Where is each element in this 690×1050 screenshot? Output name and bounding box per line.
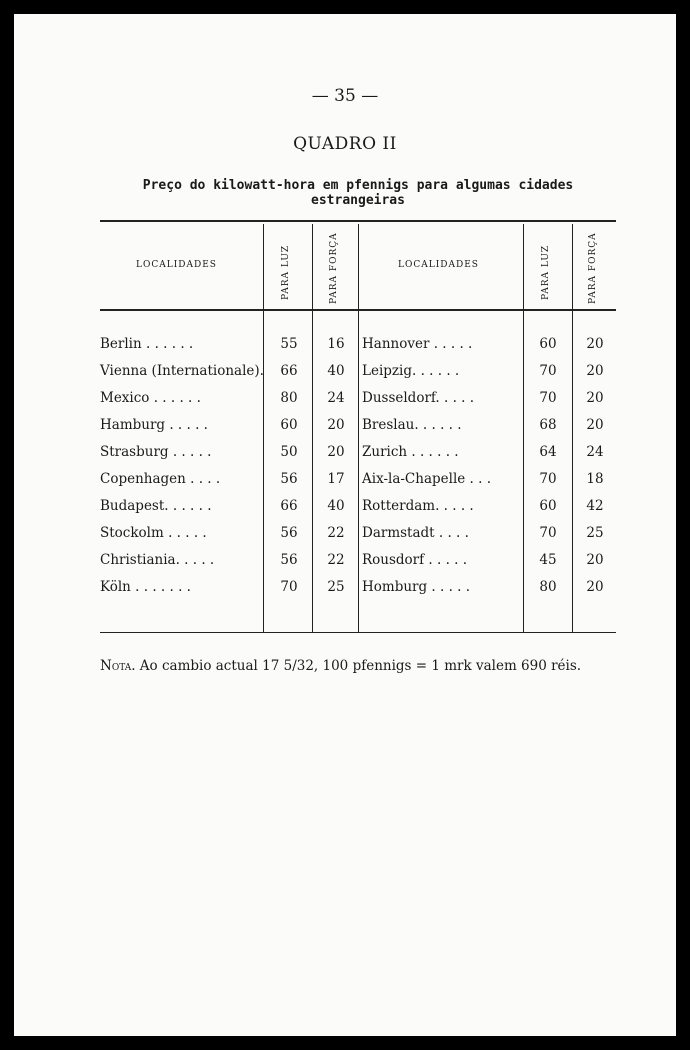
city-right: Aix-la-Chapelle . . . [362, 471, 492, 487]
luz-left: 66 [280, 363, 298, 379]
page-number: — 35 — [311, 86, 379, 106]
forca-left: 17 [327, 471, 345, 487]
forca-right: 25 [586, 525, 604, 541]
luz-left: 56 [280, 552, 298, 568]
table-row [100, 579, 616, 605]
header-para-forca-left: PARA FORÇA [329, 232, 339, 304]
table-top-rule [100, 220, 616, 222]
header-para-luz-right: PARA LUZ [541, 244, 551, 300]
city-right: Darmstadt . . . . [362, 525, 469, 541]
luz-right: 80 [539, 579, 557, 595]
city-left: Berlin . . . . . . [100, 336, 194, 352]
city-left: Stockolm . . . . . [100, 525, 207, 541]
header-localidades-right: LOCALIDADES [398, 260, 479, 270]
luz-left: 50 [280, 444, 298, 460]
city-left: Strasburg . . . . . [100, 444, 212, 460]
table-row [100, 525, 616, 551]
forca-left: 40 [327, 363, 345, 379]
city-right: Hannover . . . . . [362, 336, 473, 352]
forca-right: 20 [586, 363, 604, 379]
city-right: Rotterdam. . . . . [362, 498, 474, 514]
city-right: Zurich . . . . . . [362, 444, 459, 460]
luz-left: 60 [280, 417, 298, 433]
forca-left: 20 [327, 444, 345, 460]
table-row [100, 444, 616, 470]
luz-left: 55 [280, 336, 298, 352]
table-row [100, 417, 616, 443]
city-right: Leipzig. . . . . . [362, 363, 460, 379]
city-right: Homburg . . . . . [362, 579, 471, 595]
luz-right: 70 [539, 390, 557, 406]
table-row [100, 498, 616, 524]
luz-left: 80 [280, 390, 298, 406]
luz-right: 60 [539, 336, 557, 352]
luz-right: 70 [539, 525, 557, 541]
forca-right: 20 [586, 552, 604, 568]
city-left: Vienna (Internationale). [100, 363, 264, 379]
luz-left: 56 [280, 525, 298, 541]
header-localidades-left: LOCALIDADES [136, 260, 217, 270]
forca-left: 22 [327, 552, 345, 568]
table-row [100, 363, 616, 389]
document-page [14, 14, 676, 1036]
price-table [100, 214, 616, 634]
footnote-label: Nota. [100, 658, 136, 674]
table-row [100, 552, 616, 578]
page-title: QUADRO II [293, 134, 397, 154]
forca-left: 16 [327, 336, 345, 352]
table-row [100, 336, 616, 362]
forca-left: 25 [327, 579, 345, 595]
forca-right: 20 [586, 417, 604, 433]
table-row [100, 390, 616, 416]
forca-right: 42 [586, 498, 604, 514]
forca-left: 24 [327, 390, 345, 406]
city-right: Dusseldorf. . . . . [362, 390, 475, 406]
forca-right: 18 [586, 471, 604, 487]
city-right: Breslau. . . . . . [362, 417, 462, 433]
header-para-luz-left: PARA LUZ [281, 244, 291, 300]
footnote [100, 654, 616, 678]
city-right: Rousdorf . . . . . [362, 552, 468, 568]
forca-right: 20 [586, 336, 604, 352]
forca-left: 40 [327, 498, 345, 514]
luz-left: 70 [280, 579, 298, 595]
luz-left: 56 [280, 471, 298, 487]
luz-right: 68 [539, 417, 557, 433]
city-left: Köln . . . . . . . [100, 579, 191, 595]
header-para-forca-right: PARA FORÇA [588, 232, 598, 304]
forca-right: 20 [586, 579, 604, 595]
forca-left: 20 [327, 417, 345, 433]
table-bottom-rule [100, 632, 616, 633]
city-left: Copenhagen . . . . [100, 471, 221, 487]
table-row [100, 471, 616, 497]
city-left: Budapest. . . . . . [100, 498, 212, 514]
luz-left: 66 [280, 498, 298, 514]
luz-right: 70 [539, 471, 557, 487]
luz-right: 45 [539, 552, 557, 568]
forca-right: 24 [586, 444, 604, 460]
city-left: Christiania. . . . . [100, 552, 215, 568]
forca-left: 22 [327, 525, 345, 541]
luz-right: 70 [539, 363, 557, 379]
luz-right: 64 [539, 444, 557, 460]
forca-right: 20 [586, 390, 604, 406]
city-left: Hamburg . . . . . [100, 417, 208, 433]
luz-right: 60 [539, 498, 557, 514]
city-left: Mexico . . . . . . [100, 390, 201, 406]
footnote-text: Ao cambio actual 17 5/32, 100 pfennigs = 1 mrk valem 690 réis. [139, 658, 582, 674]
table-caption: Preço do kilowatt-hora em pfennigs para algumas cidades estrangeiras [142, 178, 574, 208]
